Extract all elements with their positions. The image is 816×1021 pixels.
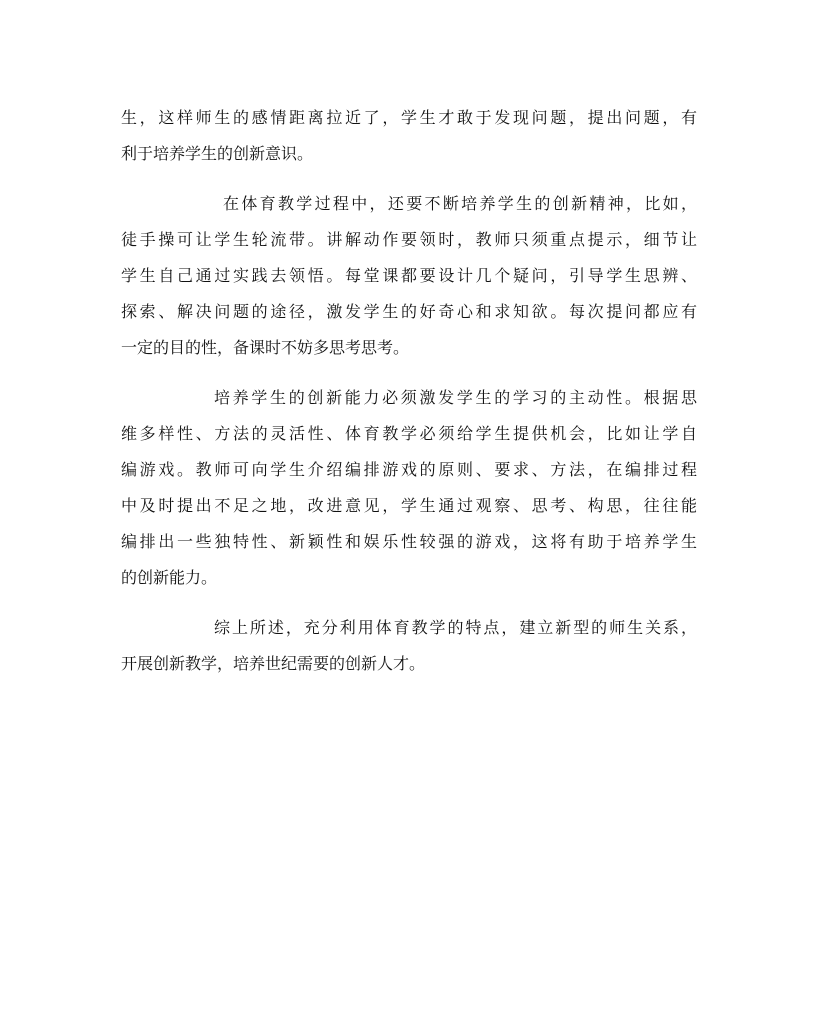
paragraph-4-line-1: 综上所述，充分利用体育教学的特点，建立新型的师生关系， xyxy=(214,618,697,637)
paragraph-2 xyxy=(121,186,697,366)
paragraph-3-line-6: 的创新能力。 xyxy=(121,568,218,587)
paragraph-1-line-1: 生，这样师生的感情距离拉近了，学生才敢于发现问题，提出问题，有 xyxy=(121,108,697,127)
paragraph-2-line-5: 一定的目的性，备课时不妨多思考思考。 xyxy=(121,338,410,357)
paragraph-2-line-4: 探索、解决问题的途径，激发学生的好奇心和求知欲。每次提问都应有 xyxy=(121,302,697,321)
paragraph-4-line-2: 开展创新教学，培养世纪需要的创新人才。 xyxy=(121,654,426,673)
paragraph-3 xyxy=(121,380,697,596)
paragraph-3-line-4: 中及时提出不足之地，改进意见，学生通过观察、思考、构思，往往能 xyxy=(121,496,697,515)
paragraph-2-line-2: 徒手操可让学生轮流带。讲解动作要领时，教师只须重点提示，细节让 xyxy=(121,230,697,249)
paragraph-1-line-2: 利于培养学生的创新意识。 xyxy=(121,144,314,163)
paragraph-2-line-3: 学生自己通过实践去领悟。每堂课都要设计几个疑问，引导学生思辨、 xyxy=(121,266,697,285)
paragraph-4 xyxy=(121,610,697,682)
paragraph-1 xyxy=(121,100,697,172)
paragraph-3-line-1: 培养学生的创新能力必须激发学生的学习的主动性。根据思 xyxy=(214,388,697,407)
paragraph-2-line-1: 在体育教学过程中，还要不断培养学生的创新精神，比如， xyxy=(223,194,697,213)
paragraph-3-line-2: 维多样性、方法的灵活性、体育教学必须给学生提供机会，比如让学自 xyxy=(121,424,697,443)
document-body xyxy=(121,100,697,696)
paragraph-3-line-5: 编排出一些独特性、新颖性和娱乐性较强的游戏，这将有助于培养学生 xyxy=(121,532,697,551)
paragraph-3-line-3: 编游戏。教师可向学生介绍编排游戏的原则、要求、方法，在编排过程 xyxy=(121,460,697,479)
